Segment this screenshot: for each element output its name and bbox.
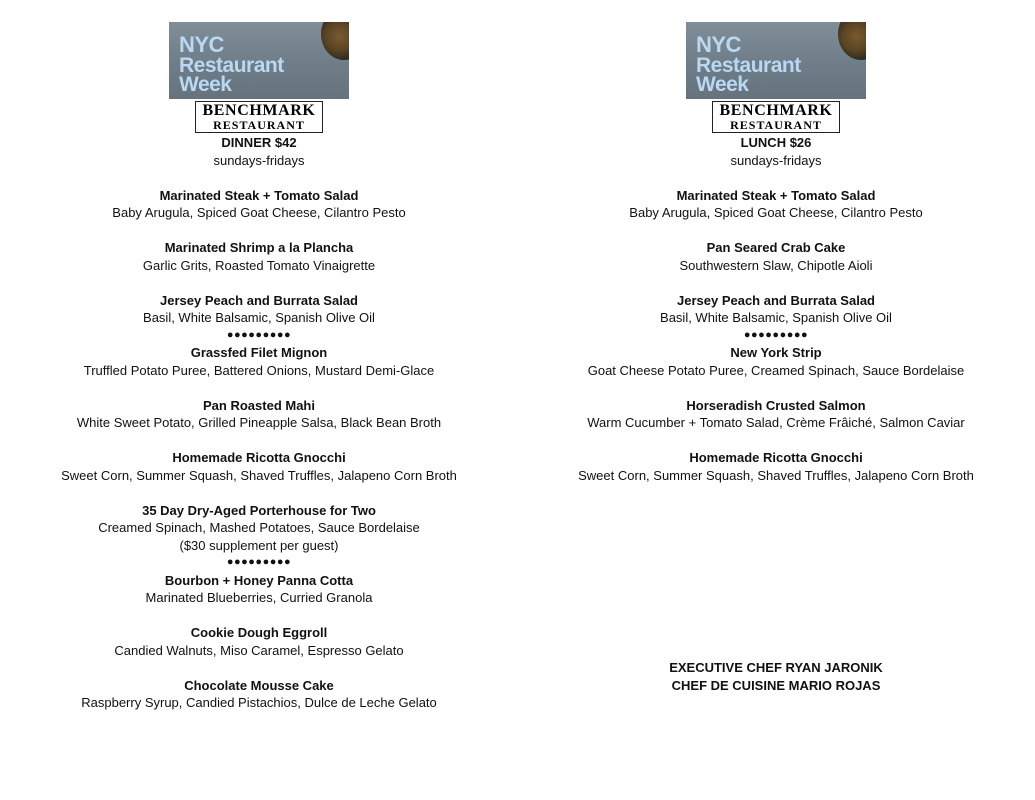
dinner-title: DINNER $42 xyxy=(221,135,297,150)
banner-line-1: NYC xyxy=(696,32,741,57)
lunch-title: LUNCH $26 xyxy=(740,135,812,150)
logo-line-1: BENCHMARK xyxy=(202,102,316,119)
benchmark-logo xyxy=(712,101,840,133)
dish-name: Horseradish Crusted Salmon xyxy=(686,397,866,413)
lunch-menu xyxy=(546,22,1006,694)
logo-line-2: RESTAURANT xyxy=(213,118,305,132)
dish-desc: Candied Walnuts, Miso Caramel, Espresso Gelato xyxy=(114,642,404,658)
dish-name: Marinated Steak + Tomato Salad xyxy=(676,187,876,203)
dish-note: ($30 supplement per guest) xyxy=(179,537,339,553)
banner-line-2: Restaurant xyxy=(696,54,801,77)
dish-name: Cookie Dough Eggroll xyxy=(190,625,328,640)
dish-desc: Baby Arugula, Spiced Goat Cheese, Cilantro Pesto xyxy=(112,205,406,220)
dish-name: Pan Roasted Mahi xyxy=(203,397,315,413)
dish-desc: Truffled Potato Puree, Battered Onions, Mustard Demi-Glace xyxy=(83,362,435,378)
dish-desc: Basil, White Balsamic, Spanish Olive Oil xyxy=(143,310,375,325)
dish-desc: Basil, White Balsamic, Spanish Olive Oil xyxy=(660,310,892,325)
dish-name: Pan Seared Crab Cake xyxy=(706,240,846,255)
dish-name: New York Strip xyxy=(730,345,822,360)
dish-desc: Creamed Spinach, Mashed Potatoes, Sauce Bordelaise xyxy=(98,520,420,535)
dish-name: Chocolate Mousse Cake xyxy=(184,677,334,693)
dish-desc: Goat Cheese Potato Puree, Creamed Spinach, Sauce Bordelaise xyxy=(587,362,965,378)
logo-line-1: BENCHMARK xyxy=(719,102,833,119)
restaurant-week-banner xyxy=(686,22,866,99)
banner-line-3: Week xyxy=(179,73,232,96)
benchmark-logo xyxy=(195,101,323,133)
dinner-menu xyxy=(29,22,489,712)
dish-name: Marinated Shrimp a la Plancha xyxy=(164,240,354,255)
dish-desc: Warm Cucumber + Tomato Salad, Crème Frâiché, Salmon Caviar xyxy=(587,415,965,430)
dish-name: 35 Day Dry-Aged Porterhouse for Two xyxy=(142,502,376,518)
lunch-days: sundays-fridays xyxy=(730,152,822,168)
chef-de-cuisine: CHEF DE CUISINE MARIO ROJAS xyxy=(671,677,881,693)
course-separator: ●●●●●●●●● xyxy=(226,556,292,568)
dish-name: Grassfed Filet Mignon xyxy=(190,345,328,360)
banner-line-1: NYC xyxy=(179,32,224,57)
dish-desc: White Sweet Potato, Grilled Pineapple Salsa, Black Bean Broth xyxy=(76,415,442,430)
banner-line-2: Restaurant xyxy=(179,54,284,77)
dish-name: Marinated Steak + Tomato Salad xyxy=(159,187,359,203)
executive-chef: EXECUTIVE CHEF RYAN JARONIK xyxy=(669,660,883,675)
dish-desc: Sweet Corn, Summer Squash, Shaved Truffles, Jalapeno Corn Broth xyxy=(578,467,974,483)
banner-line-3: Week xyxy=(696,73,749,96)
dinner-days: sundays-fridays xyxy=(213,152,305,168)
dish-desc: Raspberry Syrup, Candied Pistachios, Dulce de Leche Gelato xyxy=(81,695,437,710)
dish-desc: Marinated Blueberries, Curried Granola xyxy=(145,590,373,605)
course-separator: ●●●●●●●●● xyxy=(743,328,809,341)
course-separator: ●●●●●●●●● xyxy=(226,328,292,341)
food-plate-image xyxy=(838,22,866,60)
logo-line-2: RESTAURANT xyxy=(730,118,822,132)
food-plate-image xyxy=(321,22,349,60)
dish-desc: Baby Arugula, Spiced Goat Cheese, Cilantro Pesto xyxy=(629,205,923,220)
dish-name: Homemade Ricotta Gnocchi xyxy=(689,450,863,465)
dish-name: Jersey Peach and Burrata Salad xyxy=(677,292,875,308)
restaurant-week-banner xyxy=(169,22,349,99)
dish-name: Jersey Peach and Burrata Salad xyxy=(160,292,358,308)
dish-name: Bourbon + Honey Panna Cotta xyxy=(164,572,354,588)
dish-desc: Garlic Grits, Roasted Tomato Vinaigrette xyxy=(142,257,376,273)
dish-name: Homemade Ricotta Gnocchi xyxy=(172,450,346,465)
dish-desc: Sweet Corn, Summer Squash, Shaved Truffles, Jalapeno Corn Broth xyxy=(61,467,457,483)
dish-desc: Southwestern Slaw, Chipotle Aioli xyxy=(679,257,873,273)
